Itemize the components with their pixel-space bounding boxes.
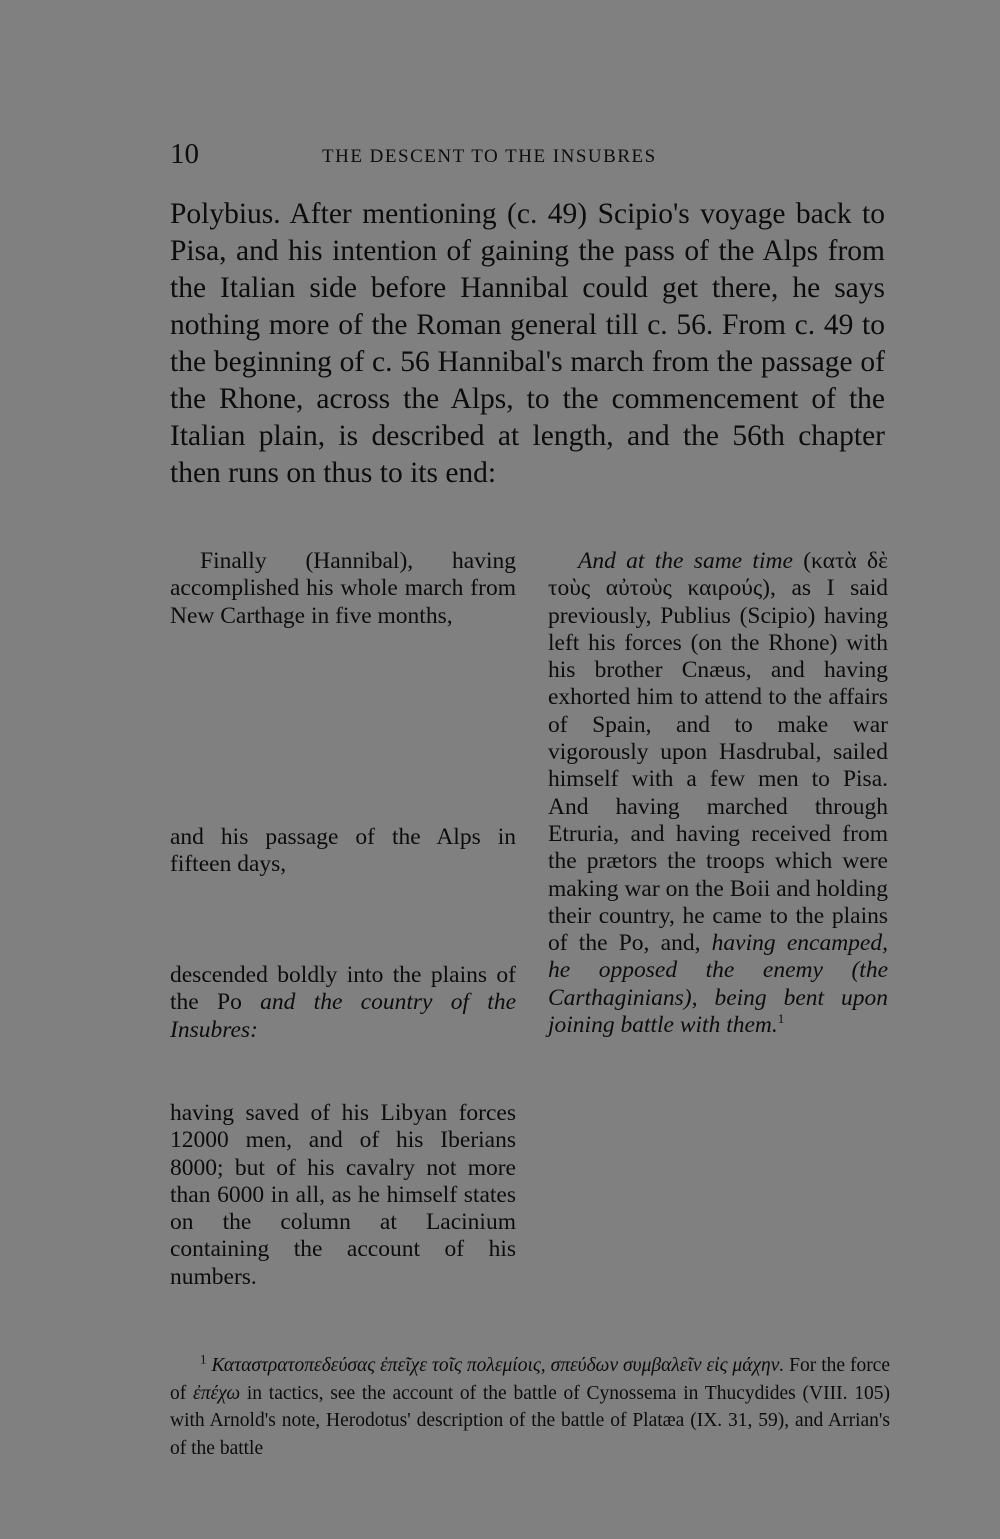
intro-paragraph: Polybius. After mentioning (c. 49) Scipio's voyage back to Pisa, and his intention of gaining the pass of the Alps from the Italian side before Hannibal could get there, he says nothing more of the Roman general till c. 56. From c. 49 to the beginning of c. 56 Hannibal's march from the passage of the Rhone, across the Alps, to the commencement of the Italian plain, is described at length, and the 56th chapter then runs on thus to its end:: [170, 198, 885, 489]
right-italic-closing: having encamped, he opposed the enemy (the Carthaginians), being bent upon joining battle with them.: [548, 930, 888, 1039]
left-column: [170, 548, 516, 1328]
left-paragraph-1-text: Finally (Hannibal), having accomplished his whole march from New Carthage in five months,: [170, 548, 516, 629]
footnote-ref-b: IX: [696, 1410, 718, 1431]
footnote-text-c: . 105) with Arnold's note, Herodotus' description of the battle of Platæa (: [170, 1382, 891, 1431]
footnote-marker: 1: [200, 1351, 207, 1367]
right-paragraph: [548, 548, 888, 1039]
left-paragraph-3-roman: descended boldly into the plains of the Po: [170, 962, 516, 1016]
footnote-reference: 1: [777, 1011, 785, 1027]
footnote-greek-quote: Καταστρατοπεδεύσας ἐπεῖχε τοῖς πολεμίοις, σπεύδων συμβαλεῖν εἰς μάχην.: [211, 1355, 785, 1376]
footnote-text-b: in tactics, see the account of the battle of Cynossema in Thucydides (: [240, 1382, 810, 1404]
left-paragraph-3-italic: and the country of the Insubres:: [170, 989, 517, 1043]
left-paragraph-2: and his passage of the Alps in fifteen days,: [170, 824, 516, 878]
right-roman-text: , as I said previously, Publius (Scipio) having left his forces (on the Rhone) with his brother Cnæus, and having exhorted him to attend to the affairs of Spain, and to make war vigorously upon Hasdrubal, sailed himself with a few men to Pisa. And having marched through Etruria, and having received from the prætors the troops which were making war on the Boii and holding their country, he came to the plains of the Po, and,: [548, 575, 888, 957]
page-header: [170, 138, 890, 172]
footnote-ref-a: VIII: [809, 1382, 843, 1404]
footnote-text-d: . 31, 59), and Arrian's of the battle: [170, 1410, 890, 1459]
left-paragraph-1: [170, 548, 516, 630]
footnote: [170, 1352, 890, 1462]
right-column: [548, 548, 888, 1039]
left-paragraph-4: having saved of his Libyan forces 12000 men, and of his Iberians 8000; but of his cavalry not more than 6000 in all, as he himself states on the column at Lacinium containing the account of his numbers.: [170, 1100, 516, 1290]
left-paragraph-3: [170, 962, 516, 1044]
page-number: 10: [170, 138, 199, 170]
running-title: THE DESCENT TO THE INSUBRES: [322, 146, 657, 167]
footnote-greek-word: ἐπέχω: [193, 1382, 241, 1404]
right-italic-opening: And at the same time: [578, 548, 793, 574]
right-greek-phrase: (κατὰ δὲ τοὺς αὐτοὺς καιρούς): [548, 548, 888, 602]
parallel-columns: [170, 548, 888, 1328]
footnote-text-a: For the force of: [170, 1355, 890, 1404]
